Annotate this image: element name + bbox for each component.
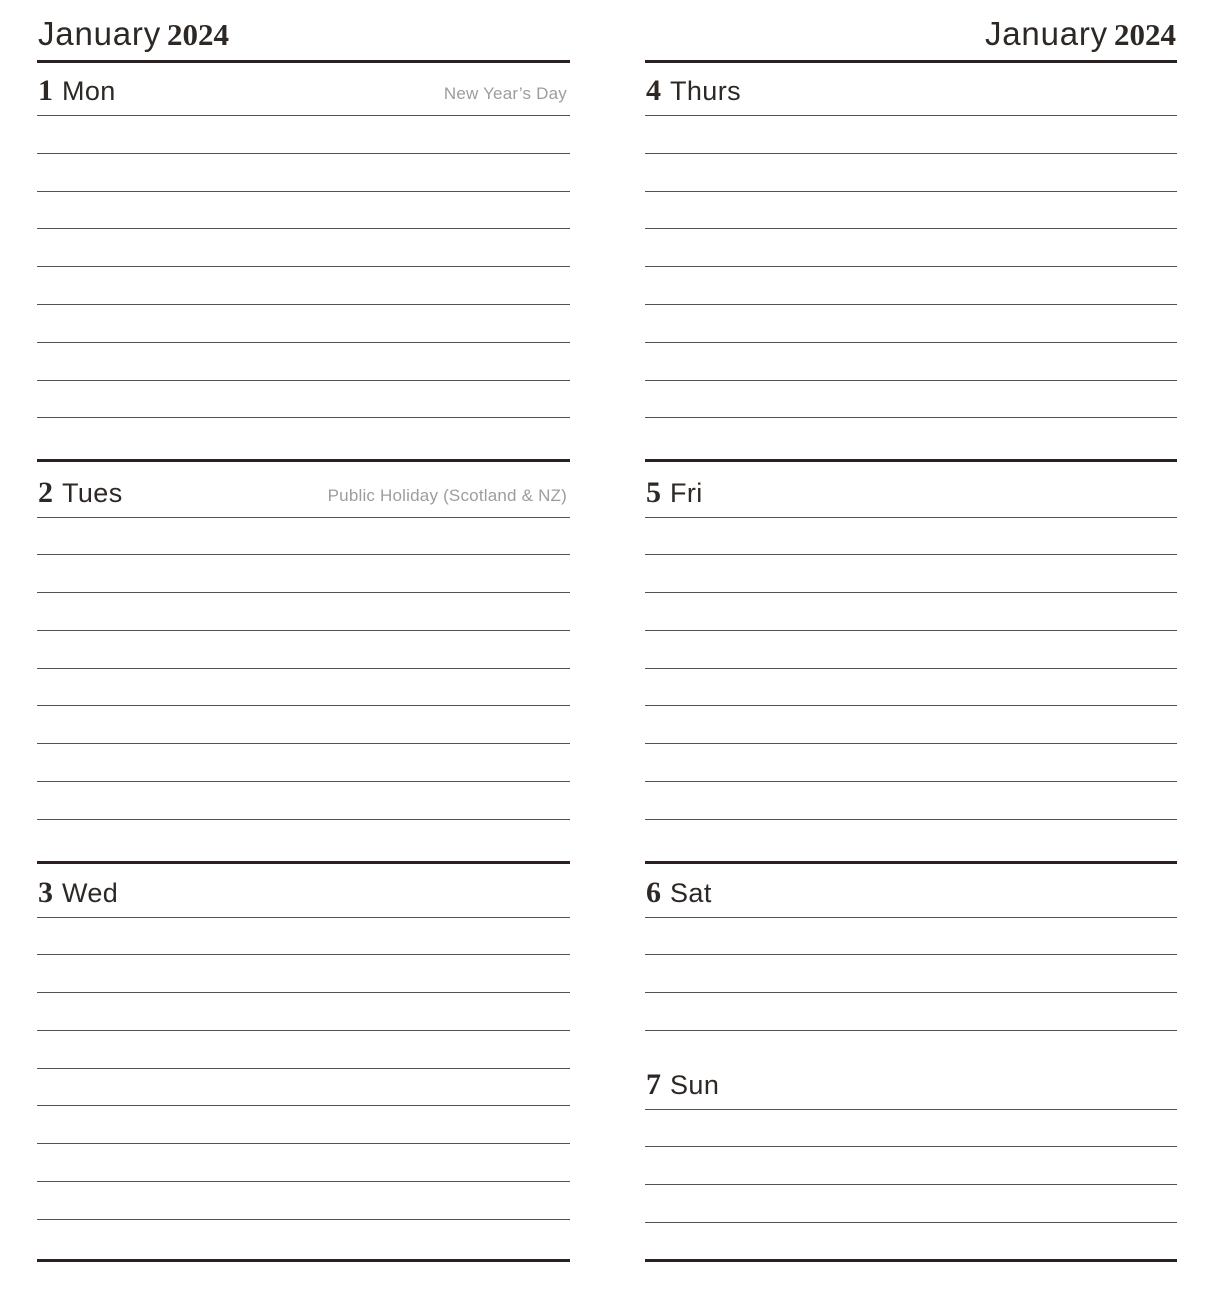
ruled-line [37, 955, 570, 993]
ruled-line [645, 669, 1177, 707]
writing-lines [37, 116, 570, 418]
writing-lines [645, 1110, 1177, 1223]
ruled-line [37, 381, 570, 419]
day-name: Tues [62, 477, 123, 508]
ruled-line [645, 381, 1177, 419]
day-number: 3 [38, 875, 53, 909]
day-heading [645, 462, 1177, 518]
ruled-line [37, 918, 570, 956]
ruled-line [645, 744, 1177, 782]
ruled-line [37, 669, 570, 707]
right-page [645, 0, 1177, 1290]
ruled-line [645, 1110, 1177, 1148]
writing-lines [645, 918, 1177, 1031]
ruled-line [645, 305, 1177, 343]
day-label [38, 476, 123, 510]
ruled-line [645, 782, 1177, 820]
ruled-line [645, 555, 1177, 593]
ruled-line [37, 343, 570, 381]
day-label [646, 1068, 719, 1102]
holiday-note: New Year’s Day [443, 84, 567, 103]
day-section-mon [37, 63, 570, 418]
page-bottom-rule [37, 1259, 570, 1263]
ruled-line [645, 343, 1177, 381]
day-name: Sun [670, 1069, 720, 1100]
day-number: 7 [646, 1067, 661, 1101]
day-name: Mon [62, 76, 116, 106]
ruled-line [645, 1147, 1177, 1185]
ruled-line [645, 955, 1177, 993]
day-number: 4 [646, 74, 661, 107]
ruled-line [37, 1144, 570, 1182]
day-name: Thurs [670, 76, 742, 106]
day-name: Fri [670, 477, 703, 508]
ruled-line [645, 706, 1177, 744]
day-name: Sat [670, 877, 712, 908]
holiday-note: Public Holiday (Scotland & NZ) [327, 485, 567, 505]
day-number: 1 [38, 74, 53, 107]
day-label [646, 476, 703, 510]
day-heading [37, 864, 570, 918]
day-number: 6 [646, 875, 661, 909]
ruled-line [37, 192, 570, 230]
day-heading [645, 864, 1177, 918]
section-divider [37, 861, 570, 865]
section-divider [37, 459, 570, 463]
day-label [38, 74, 116, 108]
right-page-header [645, 0, 1177, 63]
page-bottom-rule [645, 1259, 1177, 1263]
day-name: Wed [62, 877, 119, 908]
year-label: 2024 [167, 17, 230, 52]
day-label [38, 876, 118, 910]
day-section-wed [37, 864, 570, 1220]
day-section-tues [37, 462, 570, 820]
ruled-line [37, 267, 570, 305]
day-heading [645, 63, 1177, 116]
year-label: 2024 [1114, 17, 1176, 52]
ruled-line [645, 518, 1177, 556]
ruled-line [37, 782, 570, 820]
section-divider [645, 459, 1177, 463]
ruled-line [37, 1106, 570, 1144]
ruled-line [37, 631, 570, 669]
ruled-line [37, 1069, 570, 1107]
ruled-line [645, 116, 1177, 154]
ruled-line [37, 154, 570, 192]
ruled-line [645, 1185, 1177, 1223]
ruled-line [645, 593, 1177, 631]
ruled-line [37, 518, 570, 556]
section-divider [645, 861, 1177, 865]
day-number: 2 [38, 475, 53, 509]
day-heading [645, 1050, 1177, 1110]
ruled-line [37, 1182, 570, 1220]
day-number: 5 [646, 475, 661, 509]
ruled-line [645, 154, 1177, 192]
ruled-line [645, 993, 1177, 1031]
writing-lines [645, 116, 1177, 418]
ruled-line [37, 229, 570, 267]
ruled-line [37, 706, 570, 744]
left-page-header [37, 0, 570, 63]
ruled-line [37, 744, 570, 782]
day-label [646, 74, 741, 108]
writing-lines [645, 518, 1177, 820]
day-section-fri [645, 462, 1177, 820]
ruled-line [37, 305, 570, 343]
page-title [985, 15, 1176, 53]
ruled-line [37, 1031, 570, 1069]
ruled-line [645, 192, 1177, 230]
writing-lines [37, 518, 570, 820]
day-heading [37, 63, 570, 116]
day-label [646, 876, 712, 910]
month-label: January [38, 15, 162, 52]
ruled-line [37, 555, 570, 593]
writing-lines [37, 918, 570, 1220]
ruled-line [645, 267, 1177, 305]
day-section-thurs [645, 63, 1177, 418]
day-section-sat [645, 864, 1177, 1031]
ruled-line [645, 229, 1177, 267]
ruled-line [37, 993, 570, 1031]
ruled-line [645, 918, 1177, 956]
ruled-line [37, 116, 570, 154]
day-heading [37, 462, 570, 518]
month-label: January [984, 15, 1108, 52]
left-page [37, 0, 570, 1290]
ruled-line [645, 631, 1177, 669]
day-section-sun [645, 1050, 1177, 1223]
ruled-line [37, 593, 570, 631]
page-title [38, 15, 229, 53]
